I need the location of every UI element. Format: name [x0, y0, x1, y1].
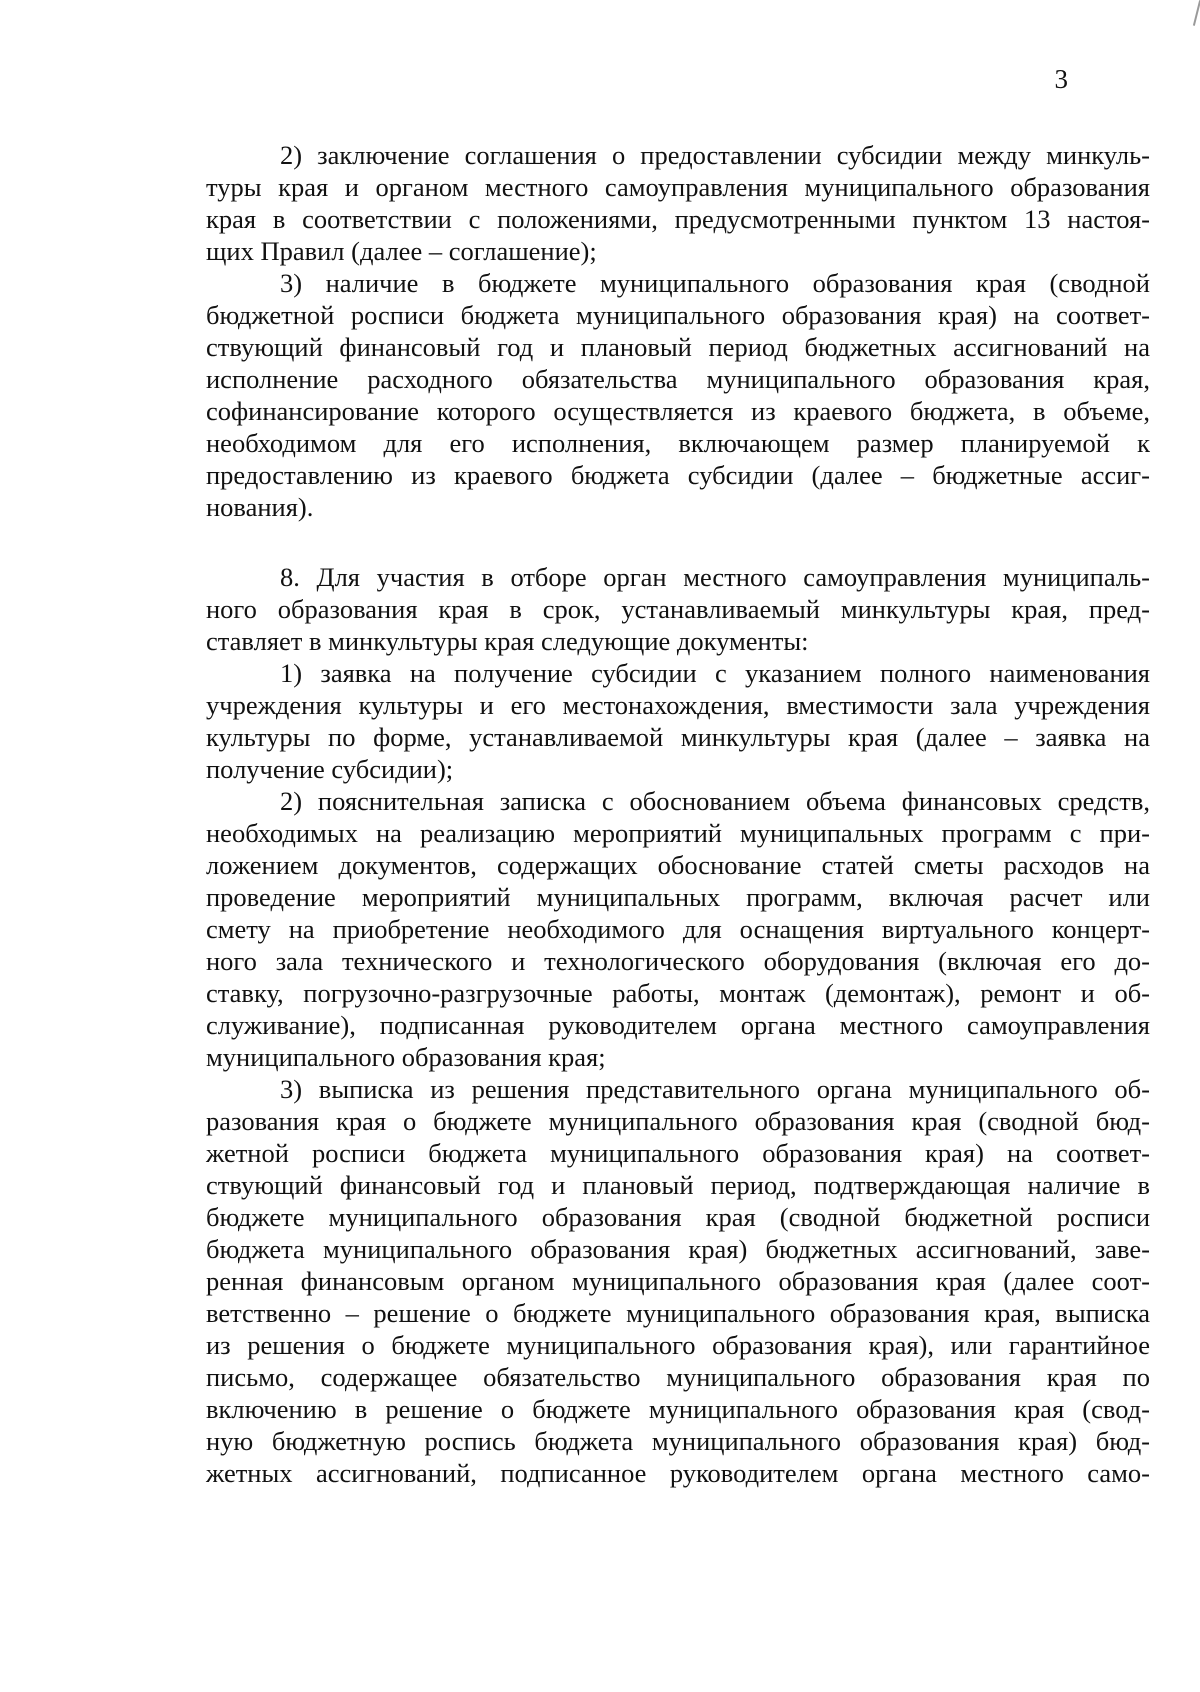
text-line: ренная финансовым органом муниципального образования края (далее соот-: [206, 1266, 1150, 1296]
text-line: бюджете муниципального образования края (сводной бюджетной росписи: [206, 1202, 1150, 1232]
text-line: софинансирование которого осуществляется из краевого бюджета, в объеме,: [206, 396, 1150, 426]
text-line: включению в решение о бюджете муниципального образования края (свод-: [206, 1394, 1150, 1424]
text-line: 8. Для участия в отборе орган местного самоуправления муниципаль-: [280, 562, 1150, 592]
text-line: ного зала технического и технологического оборудования (включая его до-: [206, 946, 1150, 976]
text-line: получение субсидии);: [206, 754, 454, 784]
text-line: проведение мероприятий муниципальных программ, включая расчет или: [206, 882, 1150, 912]
text-line: исполнение расходного обязательства муниципального образования края,: [206, 364, 1150, 394]
scan-mark: [1193, 0, 1200, 26]
text-line: 2) заключение соглашения о предоставлении субсидии между минкуль-: [280, 140, 1150, 170]
text-line: культуры по форме, устанавливаемой минкультуры края (далее – заявка на: [206, 722, 1150, 752]
text-line: предоставлению из краевого бюджета субсидии (далее – бюджетные ассиг-: [206, 460, 1150, 490]
text-line: муниципального образования края;: [206, 1042, 606, 1072]
text-line: учреждения культуры и его местонахождения, вместимости зала учреждения: [206, 690, 1150, 720]
text-line: ную бюджетную роспись бюджета муниципального образования края) бюд-: [206, 1426, 1150, 1456]
text-line: жетной росписи бюджета муниципального образования края) на соответ-: [206, 1138, 1150, 1168]
text-line: 3) наличие в бюджете муниципального образования края (сводной: [280, 268, 1150, 298]
text-line: туры края и органом местного самоуправления муниципального образования: [206, 172, 1150, 202]
text-line: жетных ассигнований, подписанное руководителем органа местного само-: [206, 1458, 1150, 1488]
text-line: ложением документов, содержащих обоснование статей сметы расходов на: [206, 850, 1150, 880]
text-line: смету на приобретение необходимого для оснащения виртуального концерт-: [206, 914, 1150, 944]
text-line: ного образования края в срок, устанавливаемый минкультуры края, пред-: [206, 594, 1150, 624]
text-line: 3) выписка из решения представительного органа муниципального об-: [280, 1074, 1150, 1104]
text-line: письмо, содержащее обязательство муниципального образования края по: [206, 1362, 1150, 1392]
text-line: ствующий финансовый год и плановый период, подтверждающая наличие в: [206, 1170, 1150, 1200]
text-line: из решения о бюджете муниципального образования края), или гарантийное: [206, 1330, 1150, 1360]
text-line: необходимых на реализацию мероприятий муниципальных программ с при-: [206, 818, 1150, 848]
text-line: бюджета муниципального образования края) бюджетных ассигнований, заве-: [206, 1234, 1150, 1264]
text-line: ставку, погрузочно-разгрузочные работы, монтаж (демонтаж), ремонт и об-: [206, 978, 1150, 1008]
text-line: нования).: [206, 492, 314, 522]
text-line: разования края о бюджете муниципального образования края (сводной бюд-: [206, 1106, 1150, 1136]
text-line: необходимом для его исполнения, включающем размер планируемой к: [206, 428, 1150, 458]
text-line: щих Правил (далее – соглашение);: [206, 236, 597, 266]
text-line: края в соответствии с положениями, предусмотренными пунктом 13 настоя-: [206, 204, 1150, 234]
page-number: 3: [1054, 64, 1068, 94]
text-line: ставляет в минкультуры края следующие документы:: [206, 626, 809, 656]
text-line: 1) заявка на получение субсидии с указанием полного наименования: [280, 658, 1150, 688]
text-line: ствующий финансовый год и плановый период бюджетных ассигнований на: [206, 332, 1150, 362]
text-line: бюджетной росписи бюджета муниципального образования края) на соответ-: [206, 300, 1150, 330]
text-line: служивание), подписанная руководителем органа местного самоуправления: [206, 1010, 1150, 1040]
text-line: 2) пояснительная записка с обоснованием объема финансовых средств,: [280, 786, 1150, 816]
text-line: ветственно – решение о бюджете муниципального образования края, выписка: [206, 1298, 1150, 1328]
